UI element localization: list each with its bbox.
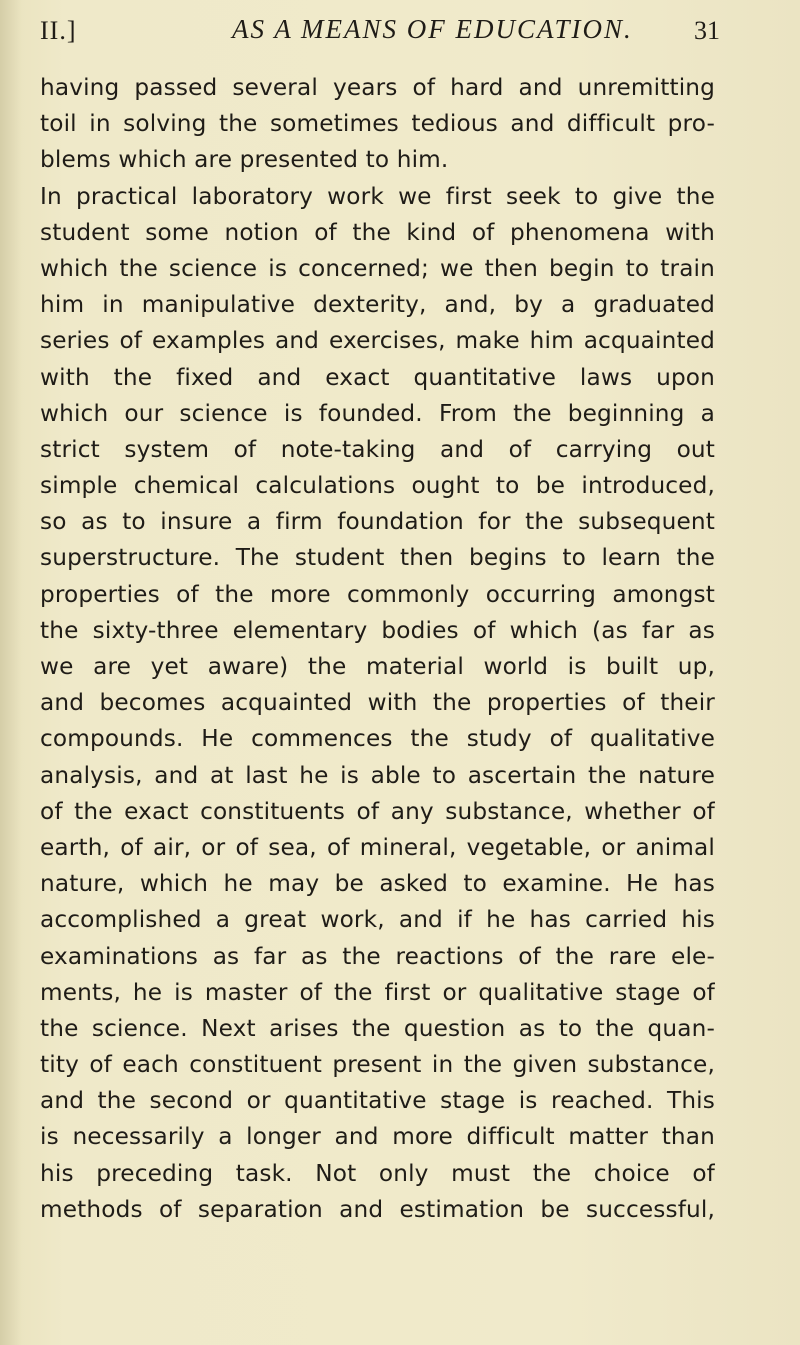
text-line: methods of separation and estimation be successful,	[40, 1195, 715, 1223]
text-line: and becomes acquainted with the properties of their	[40, 689, 715, 717]
text-line: the sixty-three elementary bodies of which (as far as	[40, 616, 715, 644]
text-line: is necessarily a longer and more difficult matter than	[40, 1123, 715, 1151]
text-line: so as to insure a firm foundation for the subsequent	[40, 508, 715, 536]
text-line: ments, he is master of the first or qualitative stage of	[40, 978, 715, 1006]
text-line: him in manipulative dexterity, and, by a graduated	[40, 291, 715, 319]
text-line: student some notion of the kind of phenomena with	[40, 218, 715, 246]
text-line: of the exact constituents of any substance, whether of	[40, 797, 715, 825]
text-line: strict system of note-taking and of carrying out	[40, 435, 715, 463]
text-line: analysis, and at last he is able to ascertain the nature	[40, 761, 715, 789]
chapter-number: II.]	[40, 16, 77, 45]
text-line: his preceding task. Not only must the choice of	[40, 1159, 715, 1187]
page-number: 31	[694, 16, 720, 45]
text-line: simple chemical calculations ought to be introduced,	[40, 472, 715, 500]
text-line: examinations as far as the reactions of the rare ele-	[40, 942, 715, 970]
text-line: In practical laboratory work we first seek to give the	[40, 182, 715, 210]
text-line: series of examples and exercises, make him acquainted	[40, 327, 715, 355]
text-line: we are yet aware) the material world is built up,	[40, 653, 715, 680]
text-line: the science. Next arises the question as to the quan-	[40, 1014, 715, 1042]
text-line: and the second or quantitative stage is reached. This	[40, 1087, 715, 1115]
binding-shadow	[0, 0, 22, 1345]
text-line: earth, of air, or of sea, of mineral, vegetable, or animal	[40, 833, 715, 861]
text-line: having passed several years of hard and unremitting	[40, 74, 715, 101]
text-line: nature, which he may be asked to examine. He has	[40, 870, 715, 898]
running-head	[40, 14, 720, 50]
text-line: which the science is concerned; we then begin to train	[40, 254, 715, 282]
text-line: properties of the more commonly occurring amongst	[40, 580, 715, 608]
text-line: accomplished a great work, and if he has carried his	[40, 906, 715, 934]
running-title: AS A MEANS OF EDUCATION.	[232, 14, 633, 44]
text-line: tity of each constituent present in the given substance,	[40, 1051, 715, 1079]
text-line: which our science is founded. From the beginning a	[40, 399, 715, 427]
text-line: superstructure. The student then begins to learn the	[40, 544, 715, 572]
text-line: with the fixed and exact quantitative laws upon	[40, 363, 715, 391]
text-line: toil in solving the sometimes tedious and difficult pro-	[40, 110, 715, 138]
body-text	[40, 70, 715, 1228]
text-line: compounds. He commences the study of qualitative	[40, 725, 715, 753]
text-line: blems which are presented to him.	[40, 146, 449, 174]
